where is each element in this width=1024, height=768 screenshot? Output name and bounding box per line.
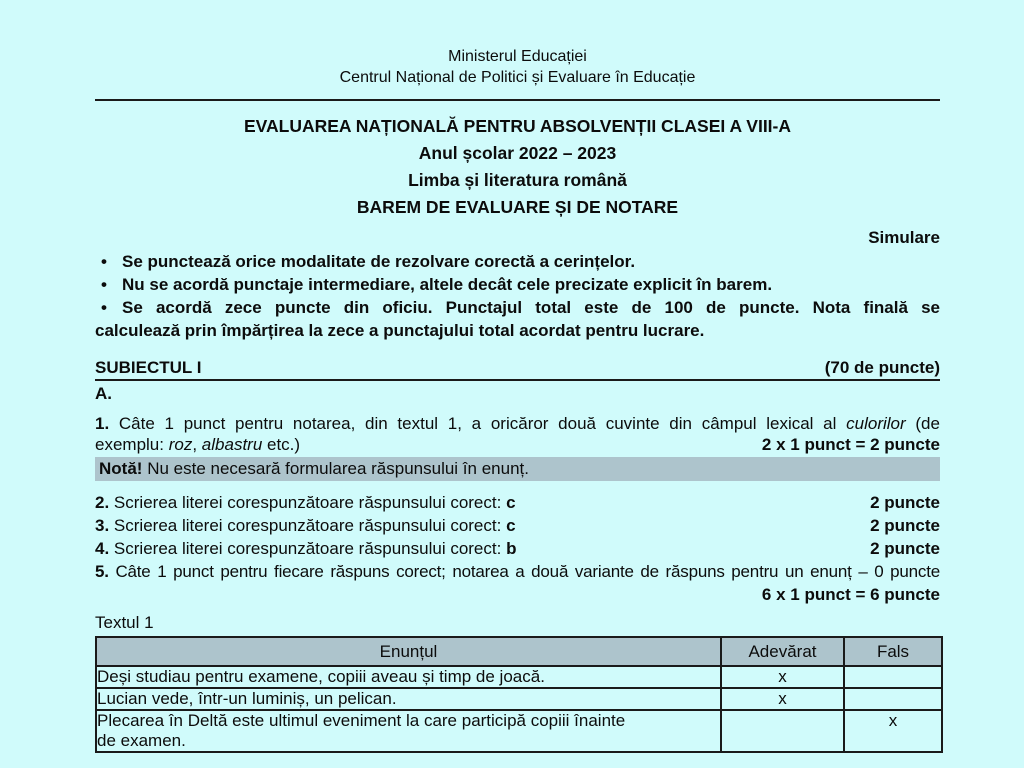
bullet-icon: • — [101, 275, 107, 294]
grading-rules — [95, 250, 940, 342]
item-3-number: 3. — [95, 516, 110, 535]
item-4-criterion — [95, 537, 516, 560]
bullet-icon: • — [101, 252, 107, 271]
fals-mark-cell — [844, 688, 942, 710]
column-header-enunt: Enunțul — [96, 637, 721, 666]
item-2-text: Scrierea literei corespunzătoare răspunsului corect: — [113, 493, 502, 512]
statement-cell — [96, 710, 721, 752]
grading-rule-3-line2: calculează prin împărțirea la zece a punctajului total acordat pentru lucrare. — [95, 321, 705, 340]
item-3-answer: c — [506, 516, 516, 535]
grading-rule-3-line1: Se acordă zece puncte din oficiu. Punctajul total este de 100 de puncte. Nota finală se — [122, 298, 940, 317]
item-1-italic-term: culorilor — [846, 414, 906, 433]
table-row — [96, 710, 942, 752]
item-1-number: 1. — [95, 414, 110, 433]
item-1-criterion-line1 — [95, 413, 940, 434]
item-4-score: 2 puncte — [870, 539, 940, 558]
table-header-row — [96, 637, 942, 666]
item-3-row — [95, 514, 940, 537]
item-1-example-separator: , — [192, 435, 202, 454]
subject-title: Limba și literatura română — [408, 170, 627, 190]
item-5-criterion — [95, 560, 940, 583]
grading-rule-1 — [95, 250, 940, 273]
document-header — [95, 0, 940, 88]
item-2-score: 2 puncte — [870, 493, 940, 512]
item-4-answer: b — [506, 539, 517, 558]
item-3-criterion — [95, 514, 516, 537]
statement-text: Plecarea în Deltă este ultimul eveniment la care participă copiii înainte — [97, 711, 626, 730]
statements-table — [95, 636, 943, 753]
column-header-fals: Fals — [844, 637, 942, 666]
item-1-examples-end: etc.) — [262, 435, 301, 454]
nota-highlight — [95, 457, 940, 481]
item-5-number: 5. — [95, 562, 109, 581]
grading-rule-2-text: Nu se acordă punctaje intermediare, altele decât cele precizate explicit în barem. — [122, 275, 773, 294]
item-2-answer: c — [506, 493, 516, 512]
item-3-text: Scrierea literei corespunzătoare răspunsului corect: — [113, 516, 502, 535]
fals-mark-cell — [844, 666, 942, 688]
item-1-examples-pre: exemplu: — [95, 435, 164, 454]
center-name: Centrul Național de Politici și Evaluare în Educație — [339, 69, 696, 86]
subject1-heading: SUBIECTUL I — [95, 358, 202, 377]
item-4-row — [95, 537, 940, 560]
items-list — [95, 491, 940, 606]
subject1-heading-row — [95, 357, 940, 381]
nota-label: Notă! — [99, 459, 143, 478]
item-5-text: Câte 1 punct pentru fiecare răspuns corect; notarea a două variante de răspuns pentru un enunț – 0 puncte — [115, 562, 941, 581]
title-block — [95, 113, 940, 221]
grading-rule-1-text: Se punctează orice modalitate de rezolvare corectă a cerințelor. — [122, 252, 636, 271]
item-1-text-end: (de — [915, 414, 940, 433]
subject1-points: (70 de puncte) — [824, 358, 940, 377]
item-5-score: 6 x 1 punct = 6 puncte — [761, 585, 940, 604]
item-4-number: 4. — [95, 539, 110, 558]
exam-title: EVALUAREA NAȚIONALĂ PENTRU ABSOLVENȚII CLASEI A VIII-A — [243, 116, 792, 136]
statement-text: Deși studiau pentru examene, copiii aveau și timp de joacă. — [97, 667, 545, 686]
header-divider — [95, 99, 940, 101]
column-header-adevarat: Adevărat — [721, 637, 844, 666]
statement-cell — [96, 688, 721, 710]
item-4-text: Scrierea literei corespunzătoare răspunsului corect: — [113, 539, 502, 558]
grading-rule-3 — [95, 296, 940, 319]
fals-mark-cell: x — [844, 710, 942, 752]
statement-text: de examen. — [97, 731, 186, 750]
table-row — [96, 688, 942, 710]
adevarat-mark-cell — [721, 710, 844, 752]
table-row — [96, 666, 942, 688]
item-2-row — [95, 491, 940, 514]
adevarat-mark-cell: x — [721, 666, 844, 688]
item-2-number: 2. — [95, 493, 110, 512]
statement-text: Lucian vede, într-un luminiș, un pelican. — [97, 689, 397, 708]
session-label: Simulare — [868, 228, 940, 247]
ministry-name: Ministerul Educației — [448, 48, 587, 65]
statement-cell — [96, 666, 721, 688]
item-1-criterion-line2 — [95, 434, 940, 455]
item-1-score: 2 x 1 punct = 2 puncte — [761, 435, 940, 454]
barem-title: BAREM DE EVALUARE ȘI DE NOTARE — [356, 197, 679, 217]
document-page — [95, 0, 940, 753]
nota-text: Nu este necesară formularea răspunsului în enunț. — [147, 459, 529, 478]
item-2-criterion — [95, 491, 516, 514]
school-year: Anul școlar 2022 – 2023 — [418, 143, 617, 163]
grading-rule-2 — [95, 273, 940, 296]
part-a-label: A. — [95, 384, 112, 403]
item-1-example-2: albastru — [201, 435, 263, 454]
item-1-examples — [95, 434, 300, 455]
item-1-example-1: roz — [168, 435, 193, 454]
item-1-text: Câte 1 punct pentru notarea, din textul 1, a oricăror două cuvinte din câmpul lexical al — [118, 414, 837, 433]
adevarat-mark-cell: x — [721, 688, 844, 710]
item-3-score: 2 puncte — [870, 516, 940, 535]
textul-1-label: Textul 1 — [95, 613, 154, 632]
bullet-icon: • — [101, 298, 107, 317]
